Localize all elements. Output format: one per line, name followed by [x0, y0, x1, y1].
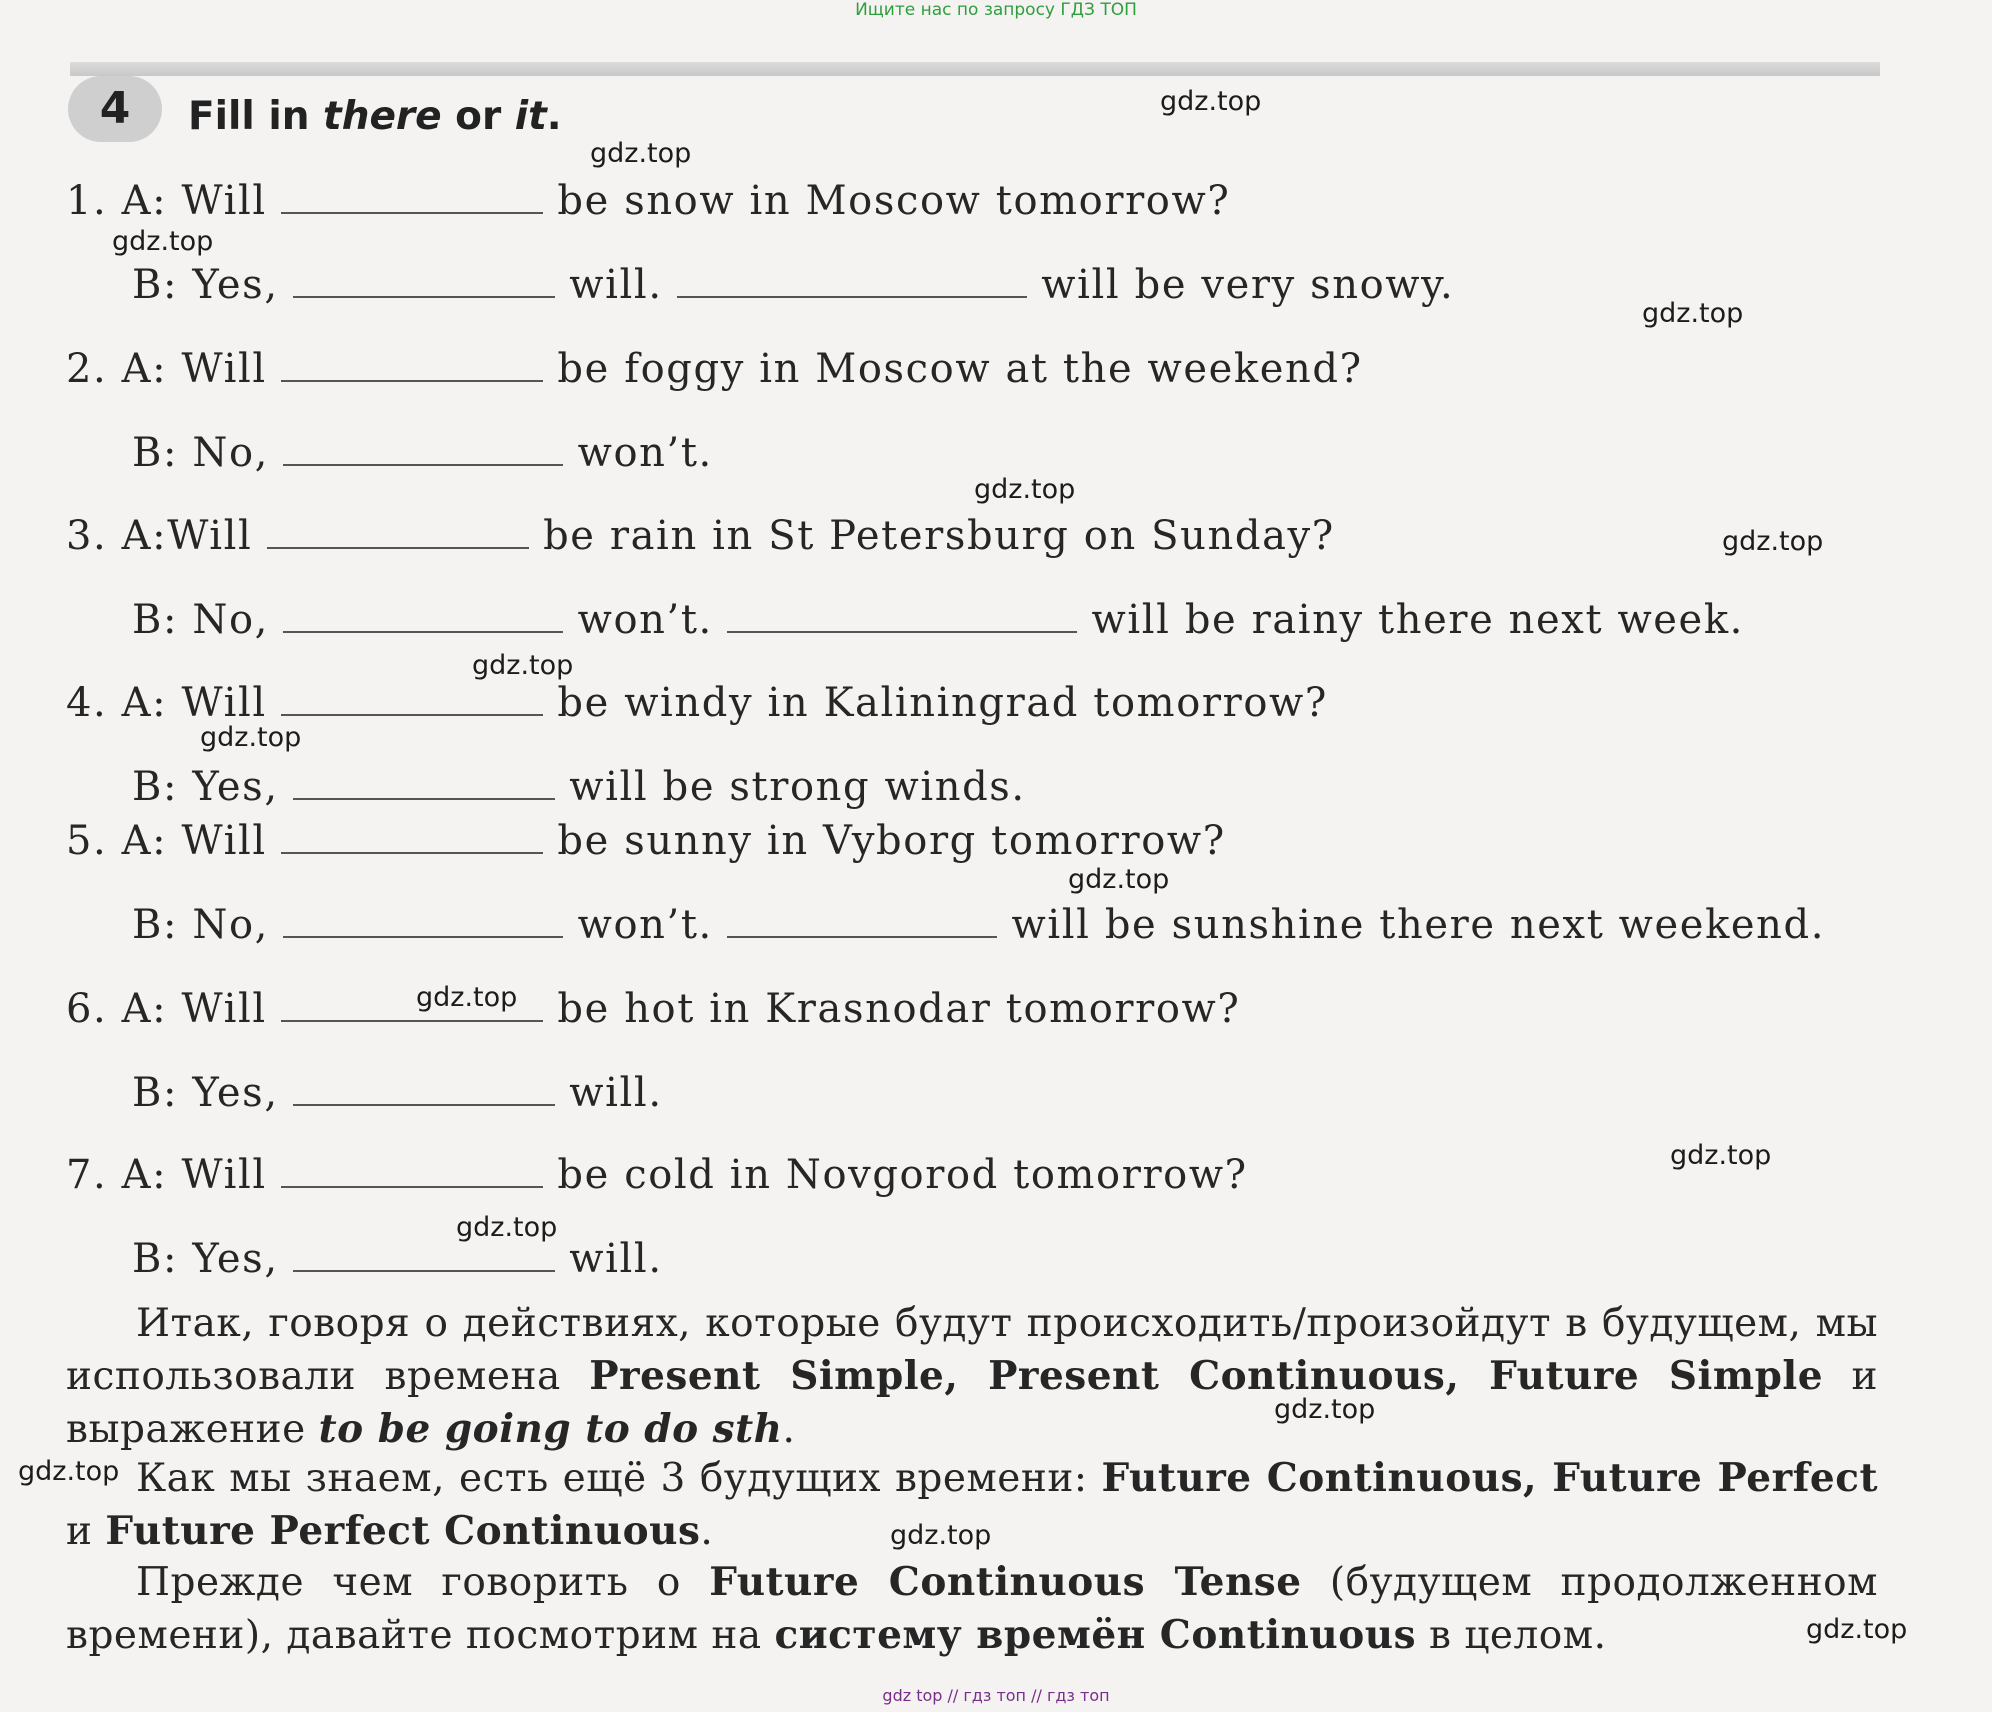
exercise-line: B: No, won’t. will be rainy there next week.	[132, 597, 1744, 643]
watermark: gdz.top	[1722, 526, 1824, 557]
exercise-line: B: Yes, will be strong winds.	[132, 764, 1026, 810]
answer-blank[interactable]	[283, 597, 563, 633]
theory-paragraph: Как мы знаем, есть ещё 3 будущих времени: Future Continuous, Future Perfect и Future Perfect Continuous.	[66, 1455, 1878, 1554]
exercise-line: 3. A:Will be rain in St Petersburg on Sunday?	[66, 513, 1335, 559]
answer-blank[interactable]	[293, 262, 555, 298]
watermark: gdz.top	[890, 1520, 992, 1551]
exercise-title: Fill in there or it.	[188, 94, 562, 139]
watermark: gdz.top	[472, 650, 574, 681]
answer-blank[interactable]	[283, 902, 563, 938]
answer-blank[interactable]	[283, 430, 563, 466]
watermark: gdz.top	[456, 1212, 558, 1243]
watermark: gdz.top	[200, 722, 302, 753]
watermark: gdz.top	[112, 226, 214, 257]
answer-blank[interactable]	[281, 1152, 543, 1188]
watermark: gdz.top	[1068, 864, 1170, 895]
exercise-line: B: Yes, will. will be very snowy.	[132, 262, 1455, 308]
answer-blank[interactable]	[281, 818, 543, 854]
theory-paragraph: Итак, говоря о действиях, которые будут происходить/произойдут в будущем, мы использовали времена Present Simple, Present Continuous, Future Simple и выражение to be going to do sth.	[66, 1301, 1878, 1452]
exercise-line: 4. A: Will be windy in Kaliningrad tomorrow?	[66, 680, 1328, 726]
watermark: gdz.top	[1274, 1394, 1376, 1425]
answer-blank[interactable]	[281, 680, 543, 716]
exercise-number-badge: 4	[68, 76, 162, 142]
top-banner[interactable]: Ищите нас по запросу ГДЗ ТОП	[855, 0, 1137, 20]
exercise-line: B: No, won’t. will be sunshine there next weekend.	[132, 902, 1826, 948]
watermark: gdz.top	[1160, 86, 1262, 117]
answer-blank[interactable]	[677, 262, 1027, 298]
header-rule	[70, 62, 1880, 76]
answer-blank[interactable]	[281, 178, 543, 214]
theory-paragraph: Прежде чем говорить о Future Continuous Tense (будущем продолженном времени), давайте посмотрим на систему времён Continuous в целом.	[66, 1559, 1878, 1658]
bottom-banner[interactable]: gdz top // гдз топ // гдз топ	[882, 1686, 1110, 1705]
exercise-line: 2. A: Will be foggy in Moscow at the weekend?	[66, 346, 1363, 392]
answer-blank[interactable]	[293, 1070, 555, 1106]
exercise-line: 5. A: Will be sunny in Vyborg tomorrow?	[66, 818, 1226, 864]
exercise-line: B: Yes, will.	[132, 1236, 663, 1282]
exercise-line: B: Yes, will.	[132, 1070, 663, 1116]
watermark: gdz.top	[1806, 1614, 1908, 1645]
watermark: gdz.top	[1642, 298, 1744, 329]
answer-blank[interactable]	[727, 597, 1077, 633]
exercise-line: 6. A: Will be hot in Krasnodar tomorrow?	[66, 986, 1241, 1032]
watermark: gdz.top	[974, 474, 1076, 505]
answer-blank[interactable]	[281, 346, 543, 382]
watermark: gdz.top	[416, 982, 518, 1013]
answer-blank[interactable]	[727, 902, 997, 938]
watermark: gdz.top	[18, 1456, 120, 1487]
watermark: gdz.top	[1670, 1140, 1772, 1171]
answer-blank[interactable]	[293, 764, 555, 800]
exercise-line: B: No, won’t.	[132, 430, 713, 476]
watermark: gdz.top	[590, 138, 692, 169]
exercise-line: 1. A: Will be snow in Moscow tomorrow?	[66, 178, 1231, 224]
exercise-line: 7. A: Will be cold in Novgorod tomorrow?	[66, 1152, 1248, 1198]
answer-blank[interactable]	[267, 513, 529, 549]
